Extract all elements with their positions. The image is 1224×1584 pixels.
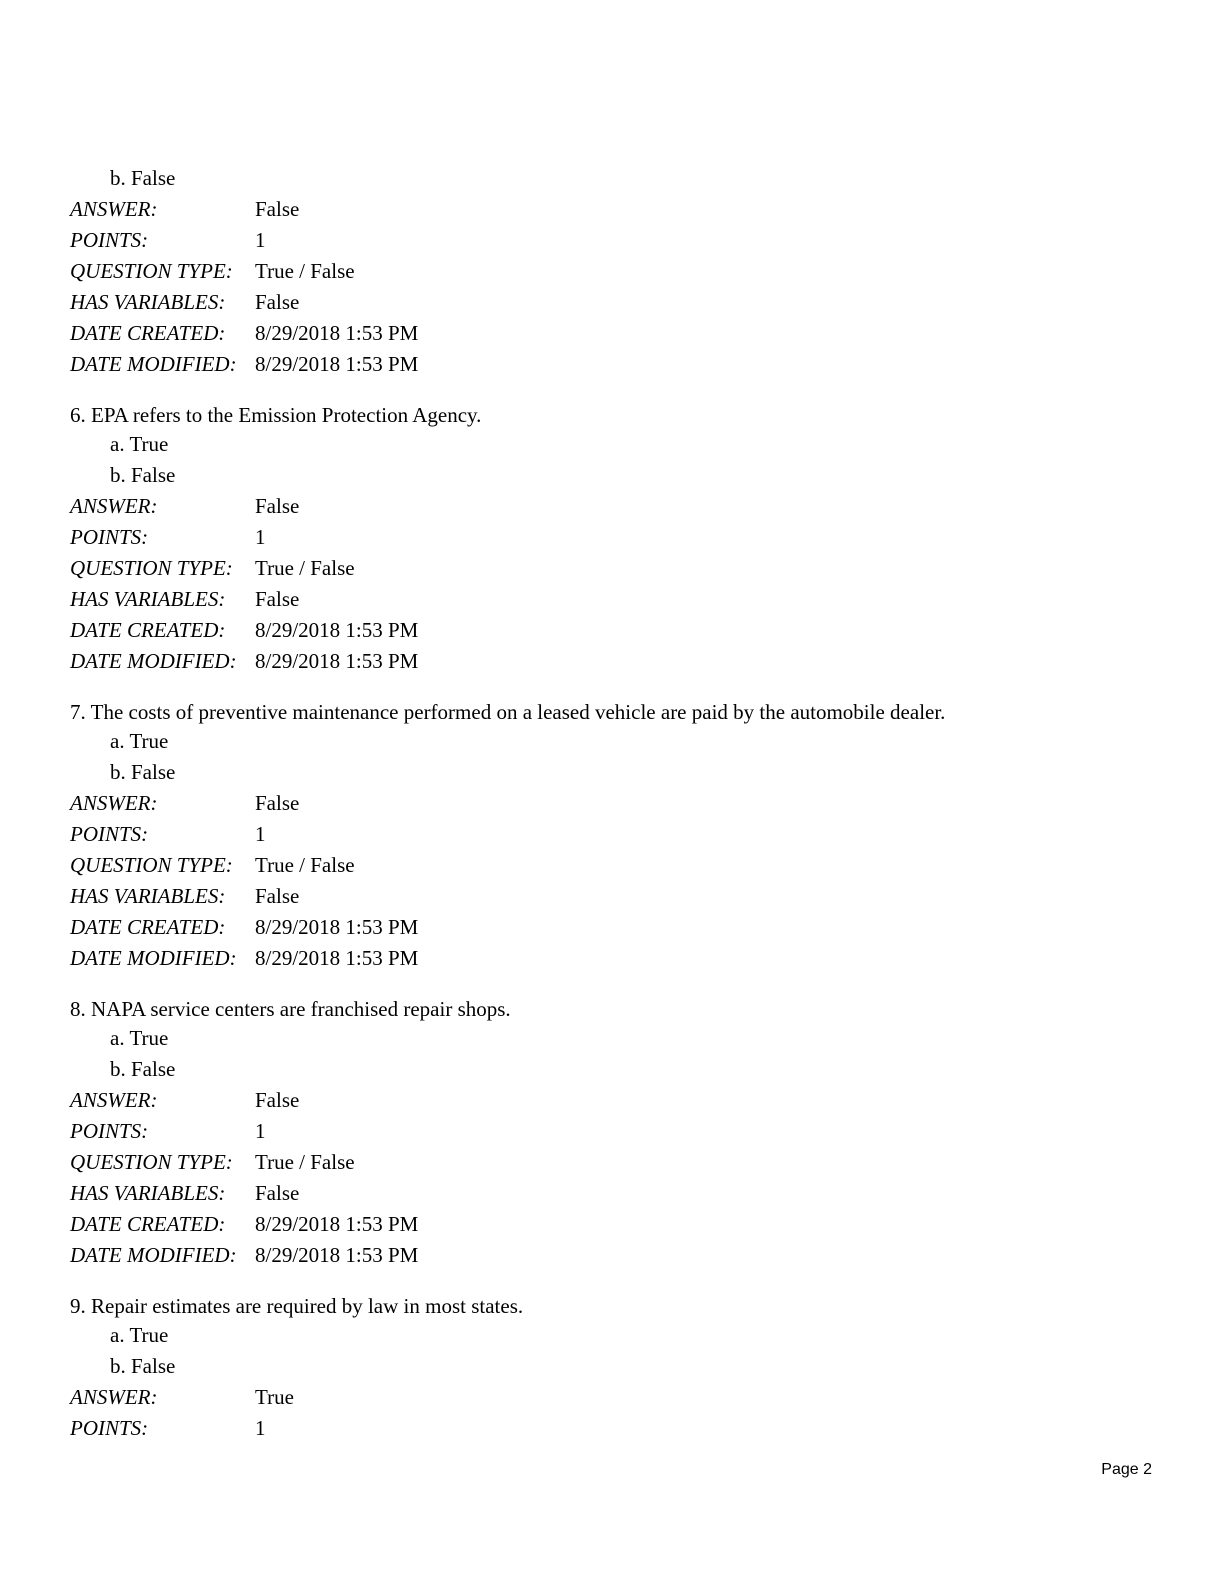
question-text: 8. NAPA service centers are franchised repair shops. (70, 997, 511, 1021)
meta-value: False (255, 494, 300, 518)
meta-key: POINTS: (70, 1416, 149, 1440)
meta-key: POINTS: (70, 1119, 149, 1143)
meta-key: ANSWER: (70, 197, 158, 221)
meta-row-question-type (70, 256, 1160, 287)
meta-key: POINTS: (70, 525, 149, 549)
meta-value: False (255, 884, 300, 908)
option-a: a. True (110, 432, 169, 456)
option-a: a. True (110, 729, 169, 753)
meta-row-answer (70, 788, 1160, 819)
option-b: b. False (110, 1354, 176, 1378)
meta-key: DATE CREATED: (70, 1212, 226, 1236)
meta-row-points (70, 225, 1160, 256)
question-text: 6. EPA refers to the Emission Protection Agency. (70, 403, 482, 427)
meta-value: 8/29/2018 1:53 PM (255, 321, 419, 345)
meta-value: True (255, 1385, 294, 1409)
meta-value: True / False (255, 1150, 355, 1174)
page-content (70, 163, 1160, 1444)
meta-row-question-type (70, 1147, 1160, 1178)
meta-key: HAS VARIABLES: (70, 884, 226, 908)
meta-value: False (255, 290, 300, 314)
meta-value: False (255, 587, 300, 611)
meta-value: True / False (255, 556, 355, 580)
option-b: b. False (110, 760, 176, 784)
meta-row-date-modified (70, 646, 1160, 677)
meta-value: False (255, 197, 300, 221)
question-text: 7. The costs of preventive maintenance performed on a leased vehicle are paid by the automobile dealer. (70, 700, 946, 724)
option-b: b. False (110, 463, 176, 487)
meta-key: ANSWER: (70, 1088, 158, 1112)
meta-row-question-type (70, 850, 1160, 881)
meta-key: QUESTION TYPE: (70, 1150, 233, 1174)
meta-row-points (70, 819, 1160, 850)
meta-value: False (255, 791, 300, 815)
meta-row-answer (70, 194, 1160, 225)
meta-row-question-type (70, 553, 1160, 584)
meta-key: QUESTION TYPE: (70, 853, 233, 877)
meta-row-date-created (70, 1209, 1160, 1240)
meta-key: POINTS: (70, 822, 149, 846)
meta-row-date-modified (70, 349, 1160, 380)
question-text: 9. Repair estimates are required by law in most states. (70, 1294, 524, 1318)
meta-value: 1 (255, 525, 266, 549)
meta-key: DATE CREATED: (70, 618, 226, 642)
meta-value: 1 (255, 1416, 266, 1440)
meta-row-answer (70, 1085, 1160, 1116)
meta-value: 1 (255, 822, 266, 846)
meta-row-points (70, 522, 1160, 553)
meta-value: 8/29/2018 1:53 PM (255, 1243, 419, 1267)
meta-row-has-variables (70, 1178, 1160, 1209)
meta-row-has-variables (70, 881, 1160, 912)
meta-row-date-created (70, 318, 1160, 349)
meta-row-has-variables (70, 584, 1160, 615)
meta-key: QUESTION TYPE: (70, 556, 233, 580)
meta-key: HAS VARIABLES: (70, 587, 226, 611)
meta-value: True / False (255, 259, 355, 283)
meta-value: 8/29/2018 1:53 PM (255, 649, 419, 673)
question-8 (70, 996, 1160, 1271)
meta-key: DATE MODIFIED: (70, 352, 237, 376)
meta-key: ANSWER: (70, 494, 158, 518)
meta-list (70, 194, 1160, 380)
meta-key: ANSWER: (70, 1385, 158, 1409)
meta-row-date-created (70, 912, 1160, 943)
meta-key: DATE CREATED: (70, 321, 226, 345)
meta-key: DATE MODIFIED: (70, 649, 237, 673)
meta-key: HAS VARIABLES: (70, 290, 226, 314)
meta-value: 8/29/2018 1:53 PM (255, 915, 419, 939)
meta-value: True / False (255, 853, 355, 877)
meta-key: DATE CREATED: (70, 915, 226, 939)
meta-key: DATE MODIFIED: (70, 1243, 237, 1267)
question-7 (70, 699, 1160, 974)
meta-row-date-created (70, 615, 1160, 646)
option-a: a. True (110, 1026, 169, 1050)
question-6 (70, 402, 1160, 677)
meta-row-points (70, 1413, 1160, 1444)
meta-value: False (255, 1088, 300, 1112)
carryover-block (70, 163, 1160, 380)
meta-row-answer (70, 491, 1160, 522)
option-b: b. False (110, 1057, 176, 1081)
meta-value: 8/29/2018 1:53 PM (255, 352, 419, 376)
meta-row-points (70, 1116, 1160, 1147)
meta-value: 1 (255, 1119, 266, 1143)
meta-row-date-modified (70, 943, 1160, 974)
meta-value: False (255, 1181, 300, 1205)
meta-row-answer (70, 1382, 1160, 1413)
meta-value: 1 (255, 228, 266, 252)
option-a: a. True (110, 1323, 169, 1347)
meta-value: 8/29/2018 1:53 PM (255, 618, 419, 642)
page-number: Page 2 (1101, 1461, 1152, 1478)
option-b: b. False (110, 166, 176, 190)
meta-value: 8/29/2018 1:53 PM (255, 1212, 419, 1236)
meta-key: ANSWER: (70, 791, 158, 815)
meta-value: 8/29/2018 1:53 PM (255, 946, 419, 970)
meta-key: QUESTION TYPE: (70, 259, 233, 283)
meta-key: POINTS: (70, 228, 149, 252)
question-9 (70, 1293, 1160, 1444)
meta-row-date-modified (70, 1240, 1160, 1271)
meta-key: DATE MODIFIED: (70, 946, 237, 970)
meta-key: HAS VARIABLES: (70, 1181, 226, 1205)
meta-row-has-variables (70, 287, 1160, 318)
